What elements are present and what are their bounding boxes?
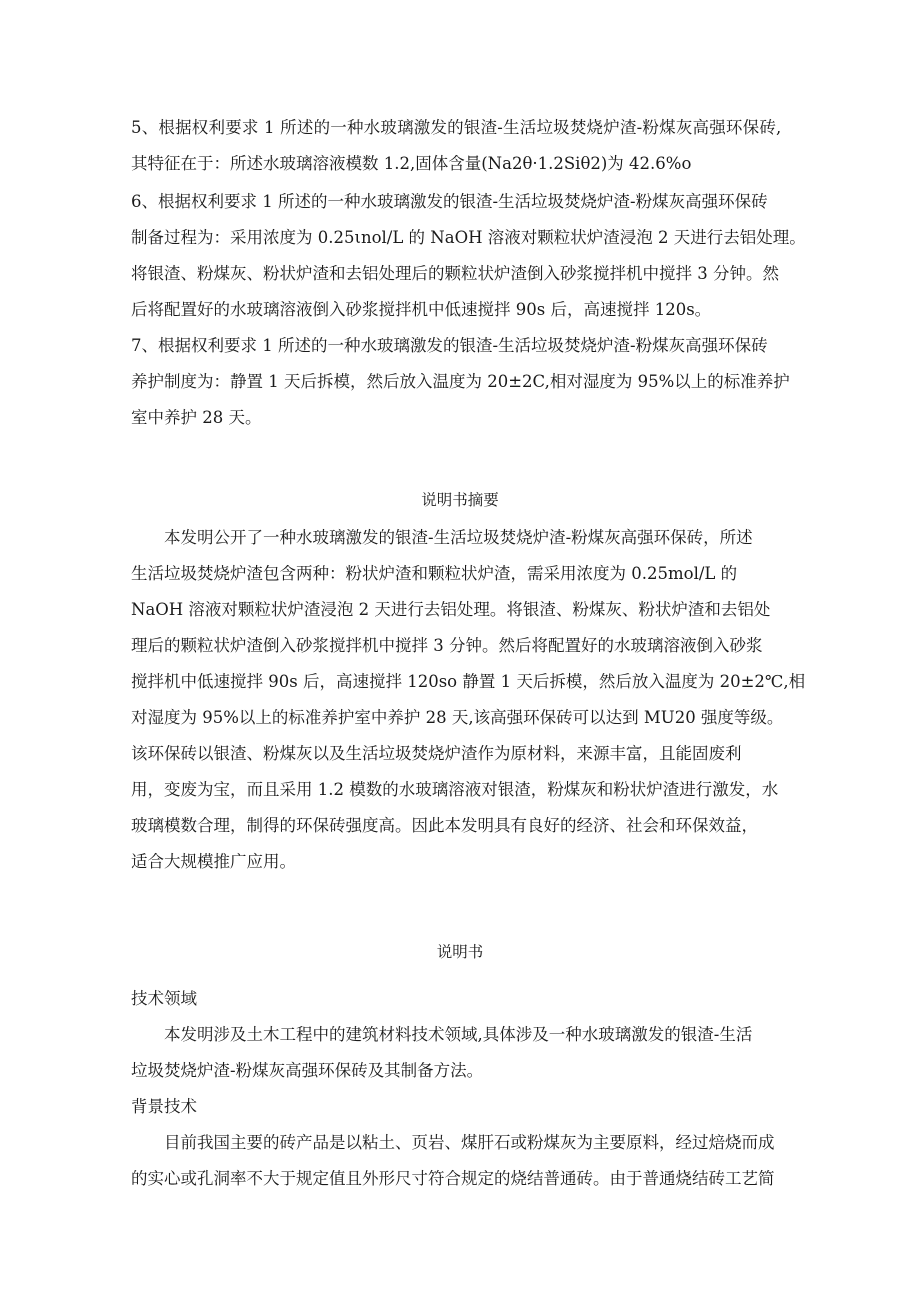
claim-7-line-1: 7、根据权利要求 1 所述的一种水玻璃激发的银渣-生活垃圾焚烧炉渣-粉煤灰高强环保砖	[131, 336, 768, 355]
field-line-2: 垃圾焚烧炉渣-粉煤灰高强环保砖及其制备方法。	[131, 1061, 484, 1080]
abstract-line-1: 本发明公开了一种水玻璃激发的银渣-生活垃圾焚烧炉渣-粉煤灰高强环保砖，所述	[164, 528, 753, 547]
description-title: 说明书	[436, 943, 484, 961]
abstract-line-3: NaOH 溶液对颗粒状炉渣浸泡 2 天进行去铝处理。将银渣、粉煤灰、粉状炉渣和去铝处	[131, 600, 771, 619]
background-line-2: 的实心或孔洞率不大于规定值且外形尺寸符合规定的烧结普通砖。由于普通烧结砖工艺简	[131, 1169, 775, 1188]
claim-6-line-4: 后将配置好的水玻璃溶液倒入砂浆搅拌机中低速搅拌 90s 后，高速搅拌 120s。	[131, 300, 712, 319]
claim-6-line-3: 将银渣、粉煤灰、粉状炉渣和去铝处理后的颗粒状炉渣倒入砂浆搅拌机中搅拌 3 分钟。然	[131, 264, 779, 283]
field-line-1: 本发明涉及土木工程中的建筑材料技术领域,具体涉及一种水玻璃激发的银渣-生活	[164, 1025, 753, 1044]
claim-7-line-2: 养护制度为：静置 1 天后拆模，然后放入温度为 20±2C,相对湿度为 95%以上的标准养护	[131, 372, 790, 391]
abstract-line-4: 理后的颗粒状炉渣倒入砂浆搅拌机中搅拌 3 分钟。然后将配置好的水玻璃溶液倒入砂浆	[131, 636, 763, 655]
field-heading: 技术领域	[131, 989, 197, 1008]
claim-5-line-2: 其特征在于：所述水玻璃溶液模数 1.2,固体含量(Na2θ·1.2Siθ2)为 42.6%o	[131, 154, 692, 173]
abstract-line-2: 生活垃圾焚烧炉渣包含两种：粉状炉渣和颗粒状炉渣，需采用浓度为 0.25mol/L 的	[131, 564, 738, 583]
abstract-line-9: 玻璃模数合理，制得的环保砖强度高。因此本发明具有良好的经济、社会和环保效益，	[131, 816, 758, 835]
claim-6-line-2: 制备过程为：采用浓度为 0.25ιnol/L 的 NaOH 溶液对颗粒状炉渣浸泡 2 天进行去铝处理。	[131, 228, 806, 247]
claim-5-line-1: 5、根据权利要求 1 所述的一种水玻璃激发的银渣-生活垃圾焚烧炉渣-粉煤灰高强环保砖,	[131, 118, 782, 137]
claim-7-line-3: 室中养护 28 天。	[131, 408, 262, 427]
abstract-line-5: 搅拌机中低速搅拌 90s 后，高速搅拌 120so 静置 1 天后拆模，然后放入温度为 20±2℃,相	[131, 672, 806, 691]
abstract-line-6: 对湿度为 95%以上的标准养护室中养护 28 天,该高强环保砖可以达到 MU20 强度等级。	[131, 708, 784, 727]
background-line-1: 目前我国主要的砖产品是以粘土、页岩、煤肝石或粉煤灰为主要原料，经过焙烧而成	[164, 1133, 775, 1152]
background-heading: 背景技术	[131, 1097, 197, 1116]
claim-6-line-1: 6、根据权利要求 1 所述的一种水玻璃激发的银渣-生活垃圾焚烧炉渣-粉煤灰高强环保砖	[131, 192, 768, 211]
abstract-line-10: 适合大规模推广应用。	[131, 852, 296, 871]
abstract-title: 说明书摘要	[421, 491, 499, 509]
abstract-line-7: 该环保砖以银渣、粉煤灰以及生活垃圾焚烧炉渣作为原材料，来源丰富，且能固废利	[131, 744, 742, 763]
abstract-line-8: 用，变废为宝，而且采用 1.2 模数的水玻璃溶液对银渣，粉煤灰和粉状炉渣进行激发，水	[131, 780, 779, 799]
